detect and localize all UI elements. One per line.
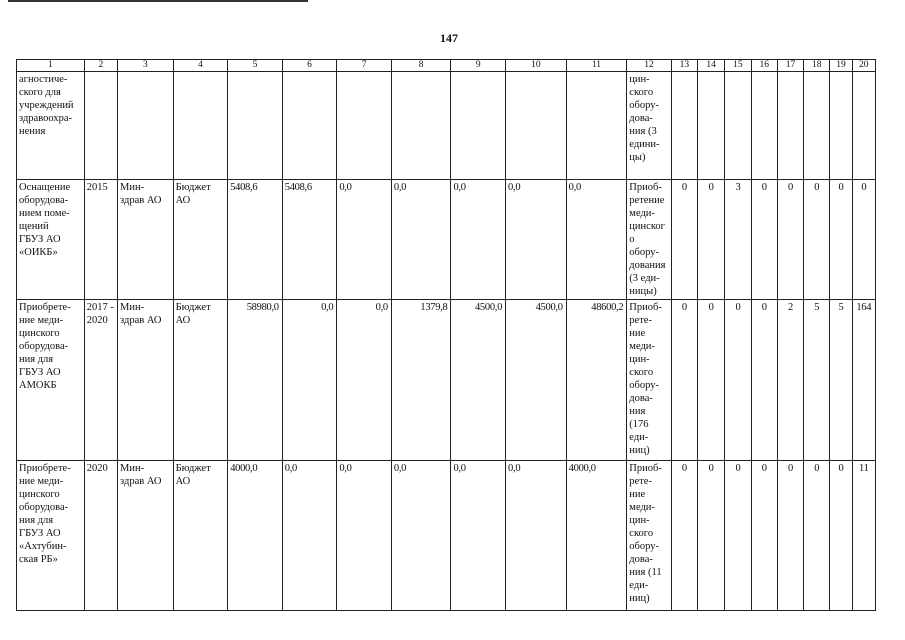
column-number: 12 [627,60,671,72]
column-number: 5 [228,60,283,72]
amount-cell: 0,0 [282,300,337,461]
table-row [17,180,876,300]
value-cell: 0 [852,180,875,300]
amount-cell: 0,0 [451,180,506,300]
period-cell: 2020 [84,461,117,611]
amount-cell [228,72,283,180]
amount-cell: 4500,0 [506,300,567,461]
value-cell: 0 [725,300,751,461]
value-cell: 5 [830,300,852,461]
executor-cell [118,72,174,180]
column-number: 20 [852,60,875,72]
value-cell: 0 [671,180,697,300]
value-cell: 0 [671,300,697,461]
top-rule [8,0,308,2]
value-cell: 0 [698,300,725,461]
amount-cell [506,72,567,180]
value-cell [804,72,830,180]
value-cell: 0 [725,461,751,611]
value-cell: 0 [777,461,803,611]
column-number: 8 [391,60,451,72]
value-cell [725,72,751,180]
value-cell: 3 [725,180,751,300]
value-cell: 2 [777,300,803,461]
executor-cell: Мин- здрав АО [118,300,174,461]
value-cell: 0 [830,461,852,611]
column-number: 19 [830,60,852,72]
amount-cell [337,72,392,180]
source-cell: Бюджет АО [173,461,228,611]
amount-cell: 0,0 [391,461,451,611]
source-cell: Бюджет АО [173,300,228,461]
indicator-cell: Приоб- ретение меди- цинского обору- дования (3 еди- ницы) [627,180,671,300]
column-number: 3 [118,60,174,72]
value-cell: 0 [804,180,830,300]
table-row [17,300,876,461]
column-number: 9 [451,60,506,72]
amount-cell: 0,0 [566,180,627,300]
amount-cell: 0,0 [337,300,392,461]
column-number: 16 [751,60,777,72]
indicator-cell: Приоб- рете- ние меди- цин- ского обору- дова- ния (11 еди- ниц) [627,461,671,611]
column-number: 17 [777,60,803,72]
value-cell: 0 [751,180,777,300]
value-cell: 0 [671,461,697,611]
value-cell: 11 [852,461,875,611]
indicator-cell: Приоб- рете- ние меди- цин- ского обору- дова- ния (176 еди- ниц) [627,300,671,461]
document-table [16,59,876,611]
table-row [17,461,876,611]
value-cell: 0 [698,180,725,300]
period-cell [84,72,117,180]
value-cell: 0 [804,461,830,611]
amount-cell [566,72,627,180]
event-name-cell: Оснащение оборудова- нием поме- щений ГБУЗ АО «ОИКБ» [17,180,85,300]
table-row [17,72,876,180]
amount-cell: 58980,0 [228,300,283,461]
column-number: 1 [17,60,85,72]
amount-cell: 5408,6 [282,180,337,300]
amount-cell: 4000,0 [228,461,283,611]
amount-cell: 0,0 [391,180,451,300]
amount-cell: 0,0 [451,461,506,611]
value-cell [671,72,697,180]
period-cell: 2017 - 2020 [84,300,117,461]
value-cell [852,72,875,180]
value-cell [830,72,852,180]
value-cell [698,72,725,180]
value-cell: 0 [751,300,777,461]
column-number: 15 [725,60,751,72]
source-cell [173,72,228,180]
value-cell: 164 [852,300,875,461]
executor-cell: Мин- здрав АО [118,461,174,611]
column-number: 2 [84,60,117,72]
indicator-cell: цин- ского обору- дова- ния (3 едини- цы) [627,72,671,180]
event-name-cell: агностиче- ского для учреждений здравоохра- нения [17,72,85,180]
value-cell: 0 [751,461,777,611]
amount-cell: 1379,8 [391,300,451,461]
amount-cell: 0,0 [506,180,567,300]
amount-cell [451,72,506,180]
amount-cell: 5408,6 [228,180,283,300]
amount-cell: 48600,2 [566,300,627,461]
value-cell [777,72,803,180]
column-number: 10 [506,60,567,72]
value-cell: 0 [777,180,803,300]
amount-cell: 0,0 [337,180,392,300]
amount-cell: 4000,0 [566,461,627,611]
event-name-cell: Приобрете- ние меди- цинского оборудова- ния для ГБУЗ АО АМОКБ [17,300,85,461]
column-number: 18 [804,60,830,72]
executor-cell: Мин- здрав АО [118,180,174,300]
value-cell: 5 [804,300,830,461]
page-number: 147 [440,31,458,45]
value-cell: 0 [830,180,852,300]
value-cell: 0 [698,461,725,611]
column-number-row [17,60,876,72]
amount-cell: 0,0 [337,461,392,611]
amount-cell: 0,0 [282,461,337,611]
column-number: 6 [282,60,337,72]
source-cell: Бюджет АО [173,180,228,300]
column-number: 4 [173,60,228,72]
amount-cell: 4500,0 [451,300,506,461]
column-number: 11 [566,60,627,72]
amount-cell: 0,0 [506,461,567,611]
event-name-cell: Приобрете- ние меди- цинского оборудова- ния для ГБУЗ АО «Ахтубин- ская РБ» [17,461,85,611]
column-number: 13 [671,60,697,72]
value-cell [751,72,777,180]
amount-cell [282,72,337,180]
amount-cell [391,72,451,180]
period-cell: 2015 [84,180,117,300]
column-number: 14 [698,60,725,72]
column-number: 7 [337,60,392,72]
